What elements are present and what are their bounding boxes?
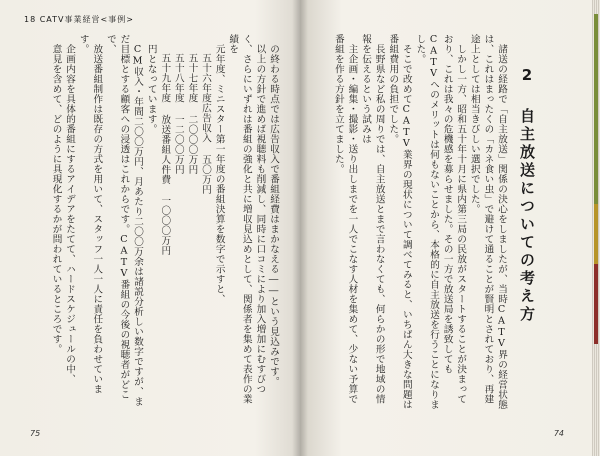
edge-tab-red: [594, 264, 598, 344]
paragraph: 放送番組制作は既存の方式を用いて、スタッフ一人一人に責任を負わせています。: [77, 34, 103, 394]
table-line: 五十六年度広告収入 五〇万円: [200, 53, 212, 195]
running-head: 18 CATV事業経営<事例>: [24, 15, 134, 24]
book-gutter: [292, 0, 308, 456]
paragraph: 元年度、ミニスター第一年度の番組決算を数字で示すと、: [213, 43, 225, 304]
paragraph: 長野県など私の周りでは、自主放送とまで言わなくても、何らかの形で地域の情報を伝えるという試みは: [360, 34, 385, 404]
paragraph: しかし一方、昭和五十年十月に県内第三局の民放がスタートすることが決まっており、これは我々の危機感を募らせました。その一方で放送局を誘致してもCATVへのメリットは何もないことから、本格的に自主放送を行うことになりました。: [414, 34, 467, 410]
table-line: 五十七年度 二〇〇〇万円: [186, 53, 198, 175]
page-number: 75: [30, 429, 41, 438]
paragraph: 企画内容を具体的番組にするアイデアをたてて、ハードスケジュールの中、: [64, 43, 76, 384]
paragraph: そこで改めてCATV業界の現状について調べてみると、いちばん大きな問題は番組費用の負担でした。: [387, 34, 412, 410]
table-line: 五十八年度 一二〇〇万円: [172, 53, 184, 175]
paragraph: 主企画・編集・撮影・送り出しまでを一人でこなす人材を集めて、少ない予算で番組を作る方針を立てました。: [332, 34, 358, 404]
paragraph: の終わる時点では広告収入で番組経費はまかなえる――という見込みです。: [268, 43, 279, 387]
paragraph: 円となっています。: [145, 43, 157, 134]
edge-tab-gold: [594, 204, 598, 264]
paragraph: 以上の方針で進めば視聴料も削減し、同時に口コミにより加入増加にむすびつく、さらにいずれは番組の強化と共に増収見込めとして、関係者を集めて表作の業績を: [227, 34, 266, 404]
paragraph: CM収入・年間二〇〇万円、月あたり二〇〇万余は諸説分析しい数字ですが、まだ目標とする顧客への浸透はこれからです。CATV番組の今後の視聴者がどこで、: [104, 34, 144, 407]
section-heading: 2 自主放送についての考え方: [518, 66, 536, 324]
paragraph: 諸送の経路で「自主放送」関係の決心をしましたが、当時CATV界の経営状態は、これはまったくの「カネ食い虫」で避けて通ることが賢明とされており、再建途上としては相当きびしい選択でした。: [468, 34, 507, 410]
left-page-body: [24, 34, 280, 410]
page-number: 74: [553, 429, 564, 438]
edge-tab-green: [594, 14, 598, 204]
right-page-body: [320, 34, 508, 410]
table-line: 五十九年度 放送番組人件費 一〇〇〇万円: [159, 53, 171, 256]
paragraph: 意見を含めて、どのように具現化するかが問われているところです。: [50, 43, 62, 354]
